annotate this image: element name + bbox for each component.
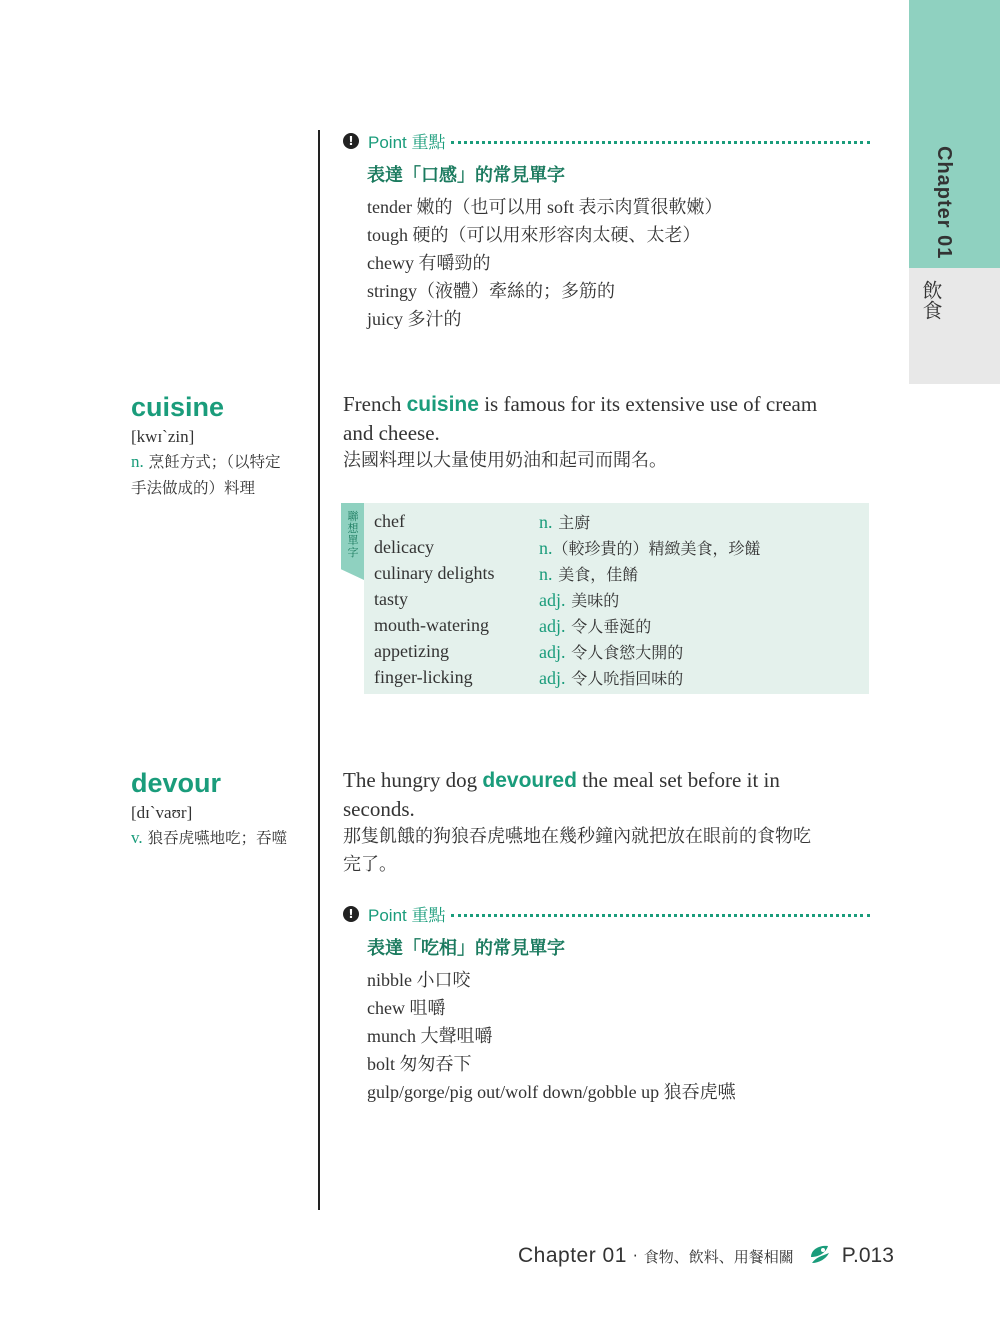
example-keyword: cuisine xyxy=(406,393,479,416)
definition-text: 手法做成的）料理 xyxy=(131,479,256,497)
related-row xyxy=(374,534,761,560)
example-text: is famous for its extensive use of cream xyxy=(478,392,818,416)
definition xyxy=(131,825,316,851)
related-meaning: 令人垂涎的 xyxy=(571,616,652,636)
related-pos: adj. xyxy=(539,641,566,662)
translation-text: 完了。 xyxy=(343,854,397,875)
related-meaning: 主廚 xyxy=(558,512,591,532)
phonetic: [dɪˋvaʊr] xyxy=(131,803,193,822)
related-meaning: 令人吮指回味的 xyxy=(571,668,684,688)
point-block-texture xyxy=(343,128,870,333)
column-divider xyxy=(318,130,320,1210)
page-number: P.013 xyxy=(841,1244,894,1267)
example-text: seconds. xyxy=(343,797,415,821)
related-word: culinary delights xyxy=(374,562,495,583)
phonetic: [kwɪˋzin] xyxy=(131,427,195,446)
exclamation-icon: ! xyxy=(343,133,359,149)
exclamation-icon: ! xyxy=(343,906,359,922)
point-header xyxy=(343,128,870,153)
definition xyxy=(131,449,316,501)
headword: devour xyxy=(131,768,222,798)
related-word: mouth-watering xyxy=(374,614,489,635)
related-row xyxy=(374,508,761,534)
related-meaning: 令人食慾大開的 xyxy=(571,642,684,662)
entry-devour xyxy=(131,768,316,851)
related-words-tag-label: 聯想單字 xyxy=(347,510,359,559)
point-item: juicy 多汁的 xyxy=(367,309,462,329)
point-item: munch 大聲咀嚼 xyxy=(367,1026,493,1046)
dotted-rule xyxy=(451,914,870,917)
footer-separator: · xyxy=(632,1247,638,1265)
part-of-speech: v. xyxy=(131,828,143,847)
point-item: nibble 小口咬 xyxy=(367,970,471,990)
related-row xyxy=(374,638,761,664)
point-label: Point 重點 xyxy=(368,133,446,152)
related-meaning: （較珍貴的）精緻美食，珍饈 xyxy=(552,538,761,558)
point-item: gulp/gorge/pig out/wolf down/gobble up 狼吞虎嚥 xyxy=(367,1082,736,1102)
footer-chapter: Chapter 01 xyxy=(518,1244,627,1267)
related-word: chef xyxy=(374,510,405,531)
section-tab-label: 飲食 xyxy=(919,280,943,320)
related-pos: adj. xyxy=(539,615,566,636)
related-row xyxy=(374,586,761,612)
point-item: chew 咀嚼 xyxy=(367,998,446,1018)
headword: cuisine xyxy=(131,392,225,422)
point-item: tender 嫩的（也可以用 soft 表示肉質很軟嫩） xyxy=(367,197,723,217)
example-sentence xyxy=(343,766,873,823)
example-keyword: devoured xyxy=(482,769,577,792)
page-footer xyxy=(518,1243,894,1269)
related-row xyxy=(374,612,761,638)
related-word: appetizing xyxy=(374,640,449,661)
definition-text: 烹飪方式；（以特定 xyxy=(148,453,281,471)
example-devour xyxy=(343,766,873,879)
point-item: stringy（液體）牽絲的；多筋的 xyxy=(367,281,615,301)
example-translation xyxy=(343,823,873,879)
related-meaning: 美食，佳餚 xyxy=(558,564,639,584)
related-word: tasty xyxy=(374,588,408,609)
related-meaning: 美味的 xyxy=(571,590,620,610)
related-pos: n. xyxy=(539,563,553,584)
point-item: chewy 有嚼勁的 xyxy=(367,253,491,273)
related-word: finger-licking xyxy=(374,666,473,687)
related-pos: n. xyxy=(539,537,553,558)
leaf-logo-icon xyxy=(808,1243,832,1269)
dotted-rule xyxy=(451,141,870,144)
entry-cuisine xyxy=(131,392,316,501)
chapter-tab-label: Chapter 01 xyxy=(933,146,955,260)
footer-title: 食物、飲料、用餐相關 xyxy=(643,1247,794,1266)
translation-text: 那隻飢餓的狗狼吞虎嚥地在幾秒鐘內就把放在眼前的食物吃 xyxy=(343,826,811,847)
example-text: The hungry dog xyxy=(343,768,483,792)
related-words-table xyxy=(374,508,761,690)
part-of-speech: n. xyxy=(131,452,144,471)
point-header xyxy=(343,901,870,926)
related-pos: adj. xyxy=(539,589,566,610)
point-title: 表達「吃相」的常見單字 xyxy=(367,938,565,959)
definition-text: 狼吞虎嚥地吃；吞噬 xyxy=(147,829,288,847)
example-text: and cheese. xyxy=(343,421,440,445)
example-text: French xyxy=(343,392,407,416)
example-cuisine xyxy=(343,390,873,475)
related-pos: adj. xyxy=(539,667,566,688)
example-text: the meal set before it in xyxy=(576,768,780,792)
example-sentence xyxy=(343,390,873,447)
point-title: 表達「口感」的常見單字 xyxy=(367,165,565,186)
related-row xyxy=(374,664,761,690)
related-row xyxy=(374,560,761,586)
point-item: bolt 匆匆吞下 xyxy=(367,1054,472,1074)
related-pos: n. xyxy=(539,511,553,532)
point-label: Point 重點 xyxy=(368,906,446,925)
point-item: tough 硬的（可以用來形容肉太硬、太老） xyxy=(367,225,701,245)
related-word: delicacy xyxy=(374,536,434,557)
point-block-eating xyxy=(343,901,870,1106)
example-translation: 法國料理以大量使用奶油和起司而聞名。 xyxy=(343,450,667,471)
